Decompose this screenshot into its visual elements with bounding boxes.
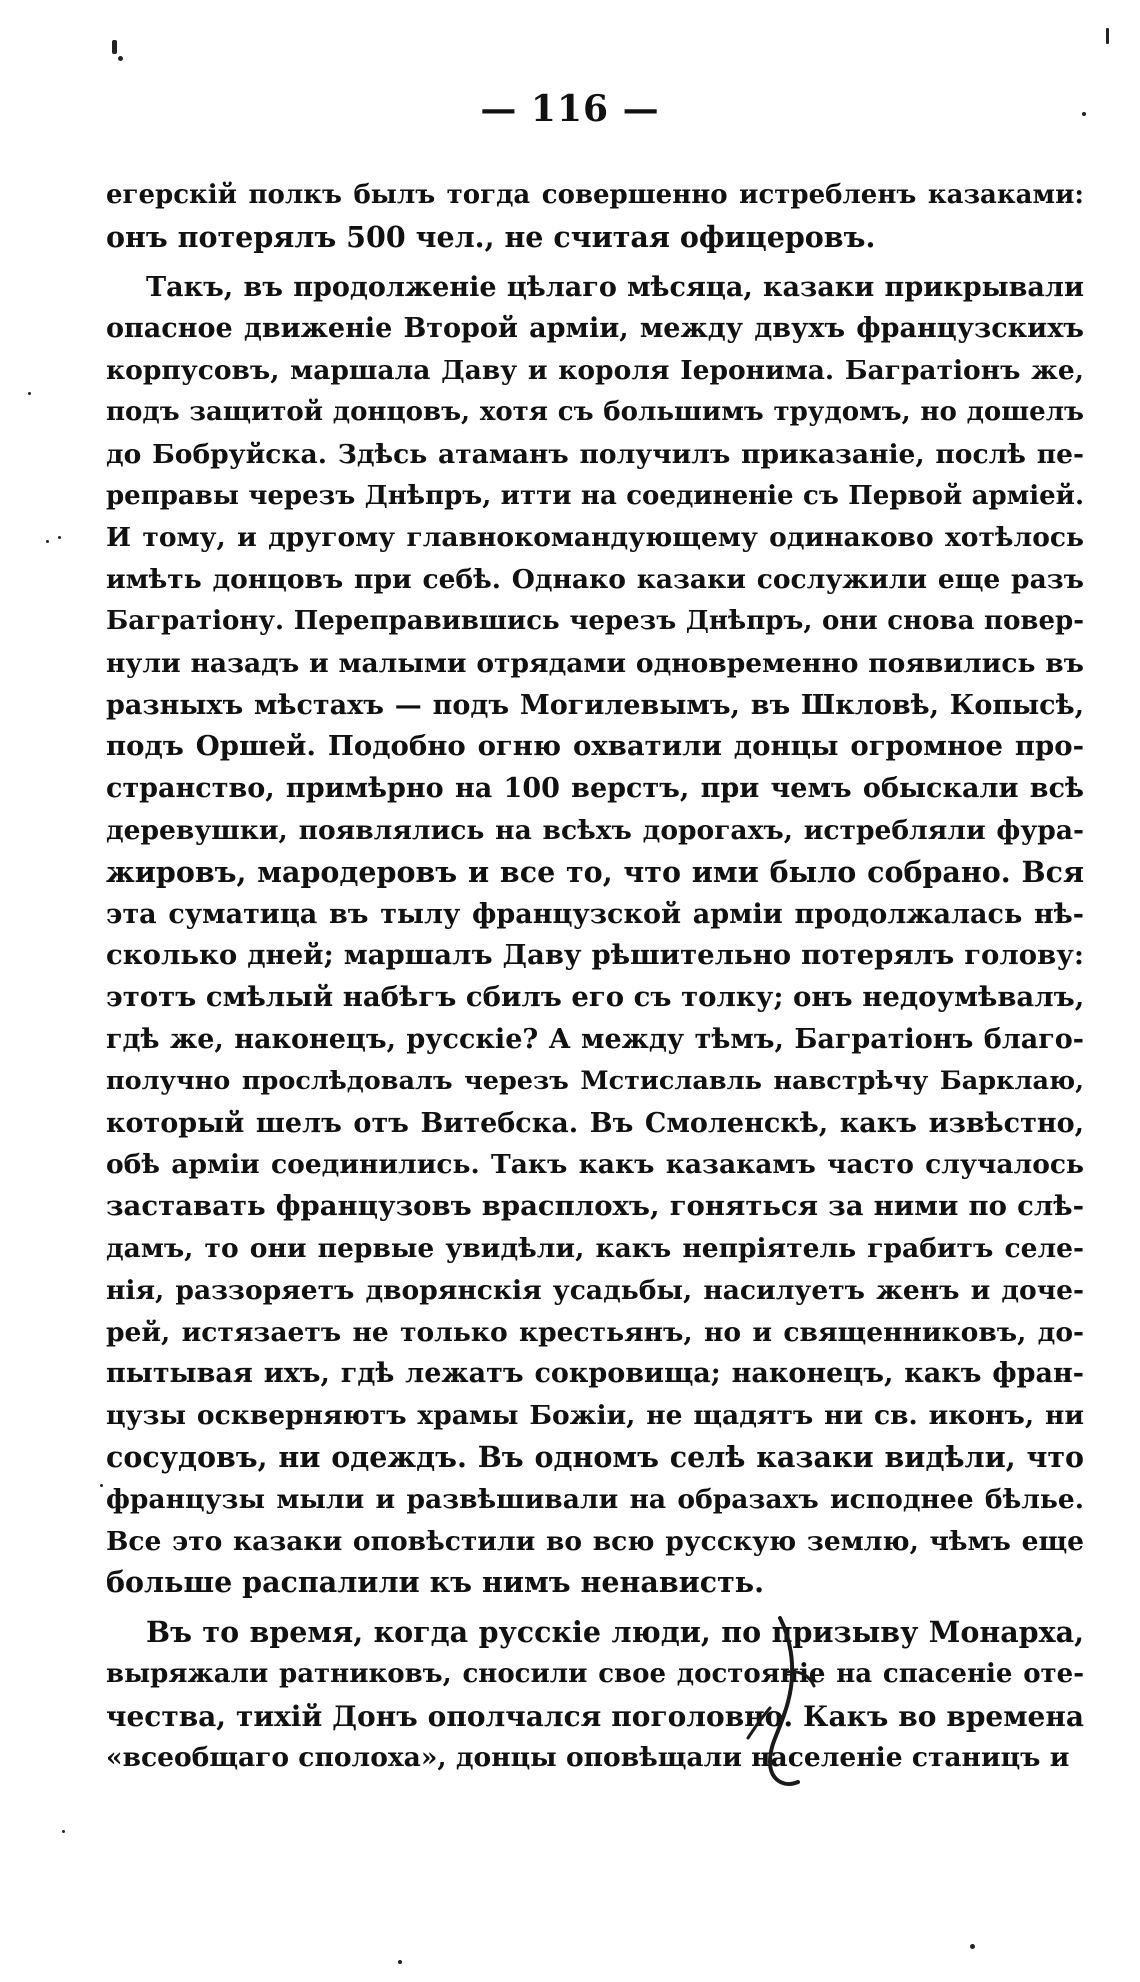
text-line: Все это казаки оповѣстили во всю русскую землю, чѣмъ еще <box>106 1525 1084 1557</box>
text-line: выряжали ратниковъ, сносили свое достояніе на спасеніе оте- <box>106 1658 1084 1689</box>
text-line: больше распалили къ нимъ ненависть. <box>106 1565 765 1600</box>
paragraph <box>106 175 1084 259</box>
text-line: чества, тихій Донъ ополчался поголовно. Какъ во времена <box>106 1699 1084 1733</box>
text-line: рей, истязаетъ не только крестьянъ, но и священниковъ, до- <box>106 1316 1084 1348</box>
scan-speck <box>398 1960 402 1964</box>
text-line: эта суматица въ тылу французской арміи продолжалась нѣ- <box>106 898 1084 930</box>
text-line: егерскій полкъ былъ тогда совершенно истребленъ казаками: <box>106 180 1084 210</box>
text-line: деревушки, появлялись на всѣхъ дорогахъ, истребляли фура- <box>106 814 1084 846</box>
text-line: онъ потерялъ 500 чел., не считая офицеровъ. <box>106 219 876 254</box>
text-line: Багратіону. Переправившись черезъ Днѣпръ, они снова повер- <box>106 605 1084 636</box>
text-line: Такъ, въ продолженіе цѣлаго мѣсяца, казаки прикрывали <box>146 271 1084 303</box>
text-line: имѣть донцовъ при себѣ. Однако казаки сослужили еще разъ <box>106 564 1084 596</box>
text-line: реправы черезъ Днѣпръ, итти на соединеніе съ Первой арміей. <box>106 480 1084 511</box>
scan-speck <box>100 1484 103 1487</box>
text-line: этотъ смѣлый набѣгъ сбилъ его съ толку; онъ недоумѣвалъ, <box>106 981 1084 1014</box>
text-line: получно прослѣдовалъ черезъ Мстиславль навстрѣчу Барклаю, <box>106 1065 1084 1096</box>
paragraph <box>106 267 1084 1605</box>
text-line: сосудовъ, ни одеждъ. Въ одномъ селѣ казаки видѣли, что <box>106 1439 1084 1474</box>
text-line: дамъ, то они первые увидѣли, какъ непріятель грабитъ селе- <box>106 1232 1084 1264</box>
text-line: странство, примѣрно на 100 верстъ, при чемъ обыскали всѣ <box>106 773 1084 805</box>
text-line: «всеобщаго сполоха», донцы оповѣщали населеніе станицъ и <box>106 1742 1070 1774</box>
text-line: разныхъ мѣстахъ — подъ Могилевымъ, въ Шкловѣ, Копысѣ, <box>106 689 1084 721</box>
scan-speck <box>112 40 117 54</box>
text-line: французы мыли и развѣшивали на образахъ исподнее бѣлье. <box>106 1483 1084 1515</box>
scan-speck <box>118 56 123 61</box>
paragraph <box>106 1612 1084 1779</box>
text-line: заставать французовъ врасплохъ, гоняться за ними по слѣ- <box>106 1190 1084 1223</box>
scan-speck <box>970 1944 975 1949</box>
paragraph-gap <box>106 259 1084 267</box>
handwritten-mark <box>740 1612 830 1802</box>
body-text <box>106 175 1084 1779</box>
text-line: пытывая ихъ, гдѣ лежатъ сокровища; наконецъ, какъ фран- <box>106 1358 1084 1390</box>
page-number: — 116 — <box>480 88 660 130</box>
text-line: сколько дней; маршалъ Даву рѣшительно потерялъ голову: <box>106 939 1084 972</box>
text-line: цузы оскверняютъ храмы Божіи, не щадятъ ни св. иконъ, ни <box>106 1400 1084 1432</box>
text-line: обѣ арміи соединились. Такъ какъ казакамъ часто случалось <box>106 1149 1084 1181</box>
text-line: Въ то время, когда русскіе люди, по призыву Монарха, <box>146 1615 1084 1650</box>
scan-speck <box>28 392 31 395</box>
text-line: подъ Оршей. Подобно огню охватили донцы огромное про- <box>106 730 1084 763</box>
text-line: который шелъ отъ Витебска. Въ Смоленскѣ, какъ извѣстно, <box>106 1107 1084 1139</box>
text-line: до Бобруйска. Здѣсь атаманъ получилъ приказаніе, послѣ пе- <box>106 438 1084 470</box>
scan-speck <box>58 536 61 539</box>
text-line: И тому, и другому главнокомандующему одинаково хотѣлось <box>106 522 1084 554</box>
text-line: опасное движеніе Второй арміи, между двухъ французскихъ <box>106 313 1084 345</box>
text-line: корпусовъ, маршала Даву и короля Іеронима. Багратіонъ же, <box>106 355 1084 387</box>
text-line: нія, раззоряетъ дворянскія усадьбы, насилуетъ женъ и доче- <box>106 1274 1084 1306</box>
text-line: нули назадъ и малыми отрядами одновременно появились въ <box>106 647 1084 679</box>
scan-speck <box>62 1830 65 1833</box>
scan-speck <box>46 540 49 543</box>
text-line: жировъ, мародеровъ и все то, что ими было собрано. Вся <box>106 854 1084 889</box>
text-line: подъ защитой донцовъ, хотя съ большимъ трудомъ, но дошелъ <box>106 396 1084 427</box>
scan-speck <box>1106 28 1109 44</box>
paragraph-gap <box>106 1604 1084 1612</box>
text-line: гдѣ же, наконецъ, русскіе? А между тѣмъ, Багратіонъ благо- <box>106 1023 1084 1055</box>
